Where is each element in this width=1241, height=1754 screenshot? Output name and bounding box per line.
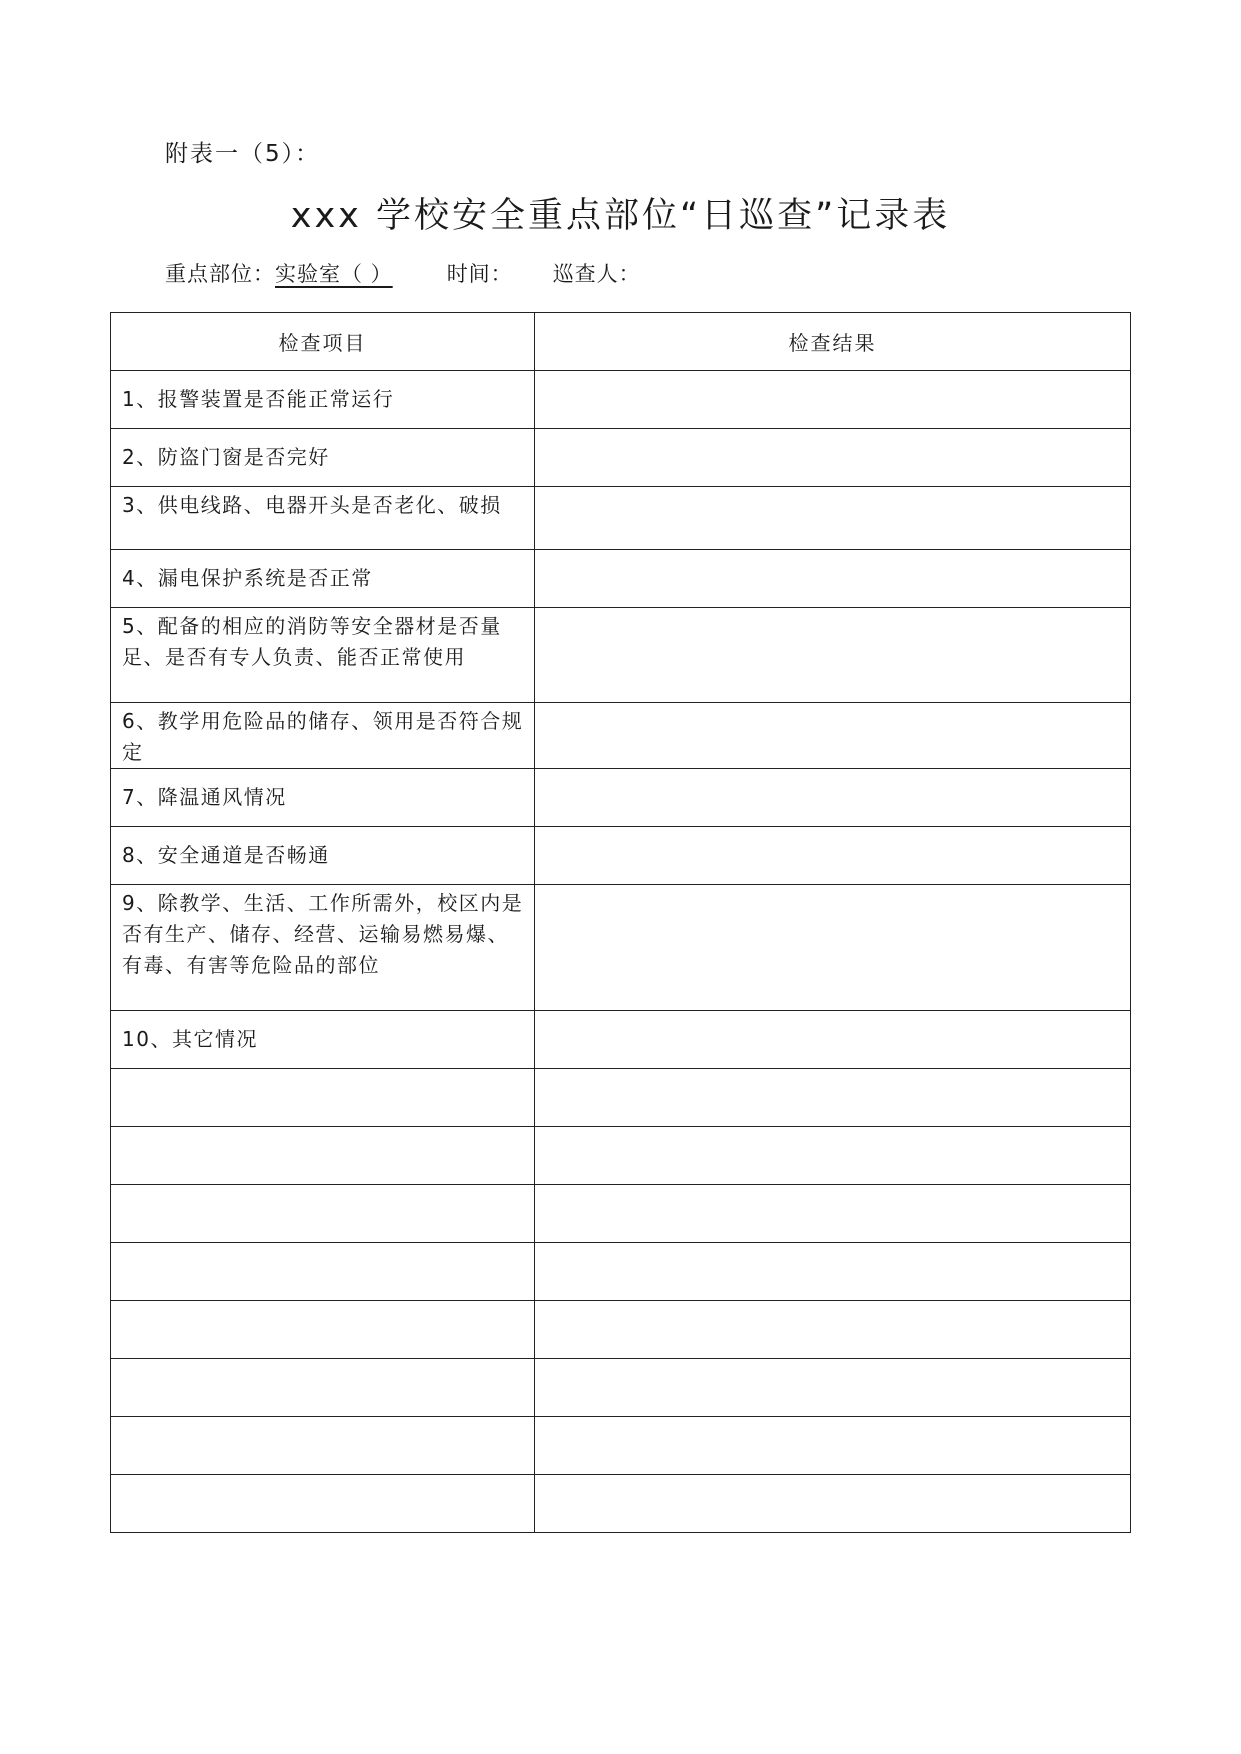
table-row xyxy=(111,608,1131,703)
check-item: 6、教学用危险品的储存、领用是否符合规定 xyxy=(111,703,535,769)
check-item: 3、供电线路、电器开头是否老化、破损 xyxy=(111,487,535,550)
check-result[interactable] xyxy=(535,429,1131,487)
header-check-item: 检查项目 xyxy=(111,313,535,371)
table-row xyxy=(111,1185,1131,1243)
check-result[interactable] xyxy=(535,1475,1131,1533)
table-row xyxy=(111,1243,1131,1301)
table-row xyxy=(111,1417,1131,1475)
check-result[interactable] xyxy=(535,827,1131,885)
check-item[interactable] xyxy=(111,1301,535,1359)
table-row xyxy=(111,885,1131,1011)
check-item: 2、防盗门窗是否完好 xyxy=(111,429,535,487)
check-item[interactable] xyxy=(111,1185,535,1243)
header-check-result: 检查结果 xyxy=(535,313,1131,371)
table-row xyxy=(111,703,1131,769)
check-result[interactable] xyxy=(535,371,1131,429)
check-item: 8、安全通道是否畅通 xyxy=(111,827,535,885)
table-row xyxy=(111,1069,1131,1127)
check-result[interactable] xyxy=(535,550,1131,608)
check-result[interactable] xyxy=(535,1359,1131,1417)
table-row xyxy=(111,1359,1131,1417)
table-row xyxy=(111,550,1131,608)
check-result[interactable] xyxy=(535,703,1131,769)
check-result[interactable] xyxy=(535,1301,1131,1359)
inspector-label: 巡查人： xyxy=(552,262,641,286)
form-meta xyxy=(165,258,641,288)
table-row xyxy=(111,1475,1131,1533)
table-row xyxy=(111,429,1131,487)
check-item[interactable] xyxy=(111,1127,535,1185)
inspection-table xyxy=(110,312,1131,1533)
check-item: 1、报警装置是否能正常运行 xyxy=(111,371,535,429)
check-item[interactable] xyxy=(111,1359,535,1417)
check-result[interactable] xyxy=(535,1011,1131,1069)
table-row xyxy=(111,827,1131,885)
table-row xyxy=(111,769,1131,827)
check-result[interactable] xyxy=(535,1417,1131,1475)
location-label: 重点部位： xyxy=(165,262,275,286)
check-result[interactable] xyxy=(535,487,1131,550)
check-result[interactable] xyxy=(535,769,1131,827)
check-item[interactable] xyxy=(111,1475,535,1533)
check-item[interactable] xyxy=(111,1069,535,1127)
check-item: 5、配备的相应的消防等安全器材是否量足、是否有专人负责、能否正常使用 xyxy=(111,608,535,703)
table-row xyxy=(111,1127,1131,1185)
check-item: 7、降温通风情况 xyxy=(111,769,535,827)
table-row xyxy=(111,487,1131,550)
check-result[interactable] xyxy=(535,1185,1131,1243)
document-title: xxx 学校安全重点部位“日巡查”记录表 xyxy=(290,196,951,236)
check-item: 4、漏电保护系统是否正常 xyxy=(111,550,535,608)
check-result[interactable] xyxy=(535,608,1131,703)
table-row xyxy=(111,1301,1131,1359)
time-label: 时间： xyxy=(446,262,513,286)
check-item: 9、除教学、生活、工作所需外，校区内是否有生产、储存、经营、运输易燃易爆、有毒、有害等危险品的部位 xyxy=(111,885,535,1011)
check-item: 10、其它情况 xyxy=(111,1011,535,1069)
attachment-label: 附表一（5）： xyxy=(165,141,321,167)
check-item[interactable] xyxy=(111,1243,535,1301)
table-header-row xyxy=(111,313,1131,371)
check-result[interactable] xyxy=(535,885,1131,1011)
check-result[interactable] xyxy=(535,1127,1131,1185)
table-row xyxy=(111,371,1131,429)
check-result[interactable] xyxy=(535,1069,1131,1127)
table-row xyxy=(111,1011,1131,1069)
check-result[interactable] xyxy=(535,1243,1131,1301)
location-value: 实验室（ ） xyxy=(275,262,393,286)
check-item[interactable] xyxy=(111,1417,535,1475)
